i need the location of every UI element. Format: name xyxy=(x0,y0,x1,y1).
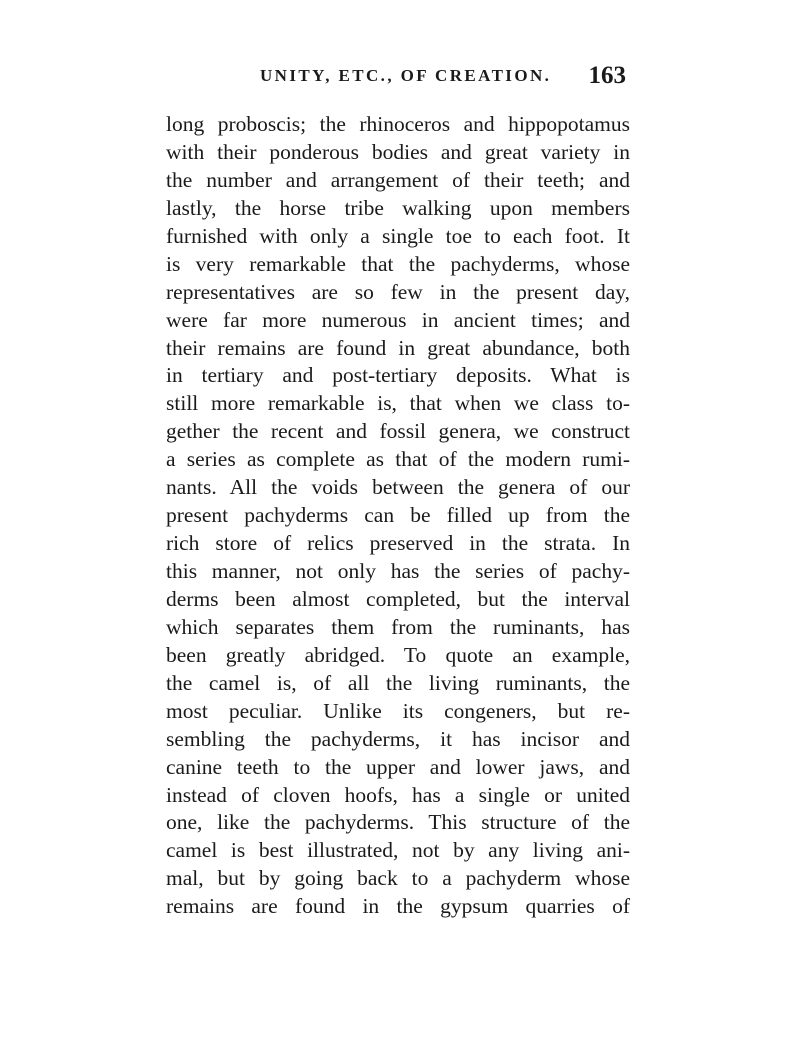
page-number: 163 xyxy=(588,62,626,89)
text-line: nants. All the voids between the genera of our xyxy=(166,475,630,500)
text-line: present pachyderms can be filled up from the xyxy=(166,503,630,528)
text-line: most peculiar. Unlike its congeners, but re- xyxy=(166,698,630,723)
text-line: still more remarkable is, that when we class to- xyxy=(166,391,630,416)
text-line: this manner, not only has the series of pachy- xyxy=(166,559,630,583)
text-line: camel is best illustrated, not by any living ani- xyxy=(166,838,630,863)
text-line: representatives are so few in the present day, xyxy=(166,279,630,304)
text-line: furnished with only a single toe to each foot. It xyxy=(166,223,630,248)
text-line: canine teeth to the upper and lower jaws, and xyxy=(166,754,630,779)
text-line: the number and arrangement of their teeth; and xyxy=(166,167,630,192)
text-line: with their ponderous bodies and great variety in xyxy=(166,139,630,164)
text-line: in tertiary and post-tertiary deposits. What is xyxy=(166,363,630,388)
text-line: been greatly abridged. To quote an example, xyxy=(166,642,630,667)
text-line: derms been almost completed, but the interval xyxy=(166,586,630,611)
text-line: lastly, the horse tribe walking upon members xyxy=(166,195,630,220)
running-title: UNITY, ETC., OF CREATION. xyxy=(260,66,552,85)
text-line: their remains are found in great abundance, both xyxy=(166,335,630,360)
text-line: a series as complete as that of the modern rumi- xyxy=(166,447,630,472)
running-header xyxy=(166,62,630,96)
text-line: remains are found in the gypsum quarries of xyxy=(166,894,630,919)
text-line: is very remarkable that the pachyderms, whose xyxy=(166,251,630,276)
text-line: the camel is, of all the living ruminants, the xyxy=(166,670,630,695)
text-line: one, like the pachyderms. This structure of the xyxy=(166,810,630,835)
text-line: long proboscis; the rhinoceros and hippopotamus xyxy=(166,112,630,136)
text-line: gether the recent and fossil genera, we construct xyxy=(166,419,630,444)
text-line: instead of cloven hoofs, has a single or united xyxy=(166,782,630,807)
text-line: which separates them from the ruminants, has xyxy=(166,614,630,639)
text-line: rich store of relics preserved in the strata. In xyxy=(166,531,630,556)
text-line: were far more numerous in ancient times; and xyxy=(166,307,630,332)
body-text xyxy=(166,111,630,921)
text-line: mal, but by going back to a pachyderm whose xyxy=(166,866,630,891)
text-line: sembling the pachyderms, it has incisor and xyxy=(166,726,630,751)
